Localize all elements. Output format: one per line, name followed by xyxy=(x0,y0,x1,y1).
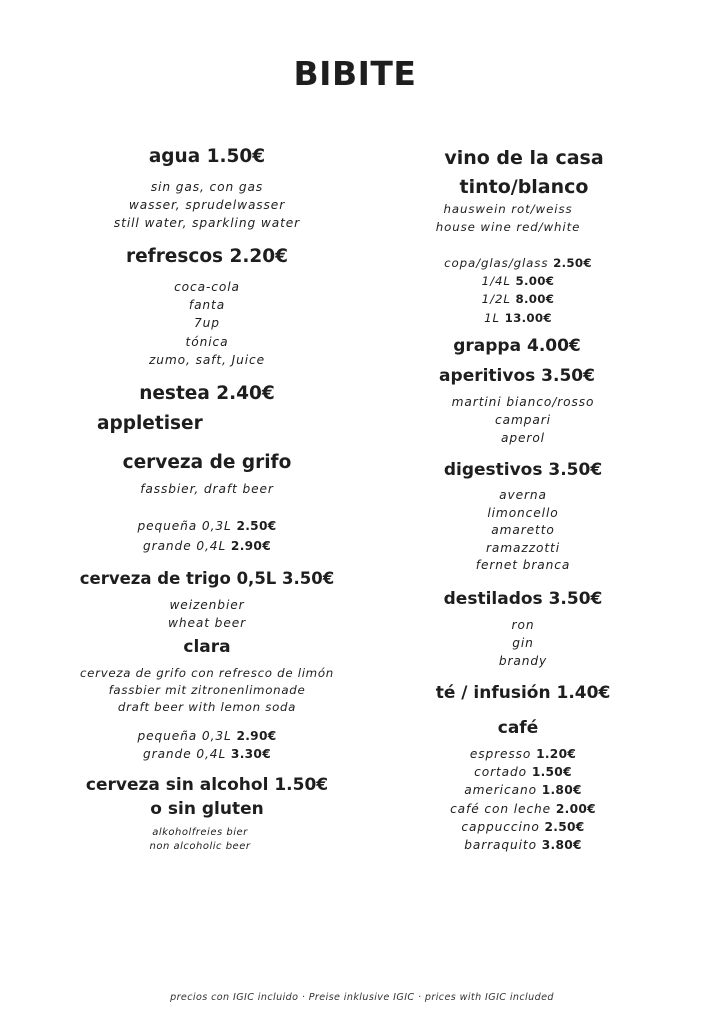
refrescos-list xyxy=(57,278,357,369)
price-row xyxy=(373,763,673,781)
digestivos-heading: digestivos 3.50€ xyxy=(443,460,603,480)
digestivos-item: fernet branca xyxy=(475,558,571,572)
price-value: 2.50€ xyxy=(553,256,592,270)
price-value: 2.90€ xyxy=(236,729,277,743)
price-label: pequeña 0,3L xyxy=(137,729,232,743)
clara-line-3: draft beer with lemon soda xyxy=(117,700,297,714)
price-label: 1/4L xyxy=(481,274,511,289)
price-row xyxy=(373,745,673,763)
price-label: grande 0,4L xyxy=(143,539,227,554)
price-label: grande 0,4L xyxy=(143,746,227,761)
sin-alcohol-description xyxy=(100,826,300,854)
price-value: 8.00€ xyxy=(515,292,555,307)
price-value: 2.50€ xyxy=(544,819,585,834)
price-row xyxy=(373,800,673,818)
destilados-item: brandy xyxy=(498,654,548,669)
refrescos-item: tónica xyxy=(185,334,229,349)
digestivos-item: ramazzotti xyxy=(485,540,560,555)
vino-prices xyxy=(373,254,663,327)
destilados-item: gin xyxy=(512,636,534,651)
digestivos-item: amaretto xyxy=(491,523,555,537)
price-label: copa/glas/glass xyxy=(444,256,549,270)
price-row xyxy=(57,746,357,764)
price-row xyxy=(57,537,357,555)
price-label: cortado xyxy=(474,765,528,780)
price-value: 3.80€ xyxy=(541,838,582,853)
clara-heading: clara xyxy=(183,637,231,657)
price-row xyxy=(373,309,663,327)
aperitivos-item: martini bianco/rosso xyxy=(451,395,595,409)
refrescos-item: fanta xyxy=(188,298,226,313)
aperitivos-heading: aperitivos 3.50€ xyxy=(439,366,595,386)
price-row xyxy=(57,728,357,746)
cerveza-grifo-description: fassbier, draft beer xyxy=(140,482,274,496)
price-label: cappuccino xyxy=(461,819,540,834)
cerveza-trigo-line-1: weizenbier xyxy=(169,598,245,612)
price-label: americano xyxy=(464,783,537,798)
price-label: 1/2L xyxy=(481,292,511,307)
agua-line-3: still water, sparkling water xyxy=(113,216,301,231)
vino-heading-1: vino de la casa xyxy=(444,147,604,169)
footer-note: precios con IGIC incluido · Preise inklusive IGIC · prices with IGIC included xyxy=(170,992,554,1003)
sin-alcohol-line-2: non alcoholic beer xyxy=(149,841,251,852)
vino-line-2: house wine red/white xyxy=(435,219,581,234)
refrescos-heading: refrescos 2.20€ xyxy=(125,246,289,267)
destilados-item: ron xyxy=(511,618,535,632)
sin-alcohol-heading-2: o sin gluten xyxy=(150,799,264,819)
price-row xyxy=(373,781,673,799)
cerveza-trigo-line-2: wheat beer xyxy=(167,616,247,631)
digestivos-item: limoncello xyxy=(487,505,559,520)
price-label: café con leche xyxy=(450,801,552,816)
price-row xyxy=(373,290,663,308)
price-value: 2.00€ xyxy=(555,801,596,816)
destilados-heading: destilados 3.50€ xyxy=(443,589,603,609)
digestivos-list xyxy=(373,487,673,575)
price-value: 1.80€ xyxy=(541,783,582,798)
clara-line-2: fassbier mit zitronenlimonade xyxy=(108,683,306,697)
price-row xyxy=(57,517,357,535)
price-value: 3.30€ xyxy=(230,746,271,761)
refrescos-item: zumo, saft, Juice xyxy=(148,352,266,367)
clara-line-1: cerveza de grifo con refresco de limón xyxy=(80,666,334,680)
clara-prices xyxy=(57,728,357,763)
sin-alcohol-line-1: alkoholfreies bier xyxy=(152,827,248,838)
clara-description xyxy=(37,665,377,716)
aperitivos-list xyxy=(373,393,673,448)
agua-line-2: wasser, sprudelwasser xyxy=(128,198,286,213)
price-value: 1.20€ xyxy=(536,747,577,761)
refrescos-item: 7up xyxy=(194,316,220,331)
destilados-list xyxy=(373,616,673,671)
agua-heading: agua 1.50€ xyxy=(148,146,266,167)
price-label: 1L xyxy=(484,310,500,325)
te-heading: té / infusión 1.40€ xyxy=(435,683,611,703)
vino-line-1: hauswein rot/weiss xyxy=(443,202,573,216)
price-value: 5.00€ xyxy=(515,274,555,289)
nestea-heading: nestea 2.40€ xyxy=(139,383,275,404)
page-title: BIBITE xyxy=(293,54,417,93)
sin-alcohol-heading-1: cerveza sin alcohol 1.50€ xyxy=(85,775,329,795)
vino-heading-2: tinto/blanco xyxy=(459,176,589,198)
refrescos-item: coca-cola xyxy=(174,280,240,294)
cerveza-grifo-heading: cerveza de grifo xyxy=(122,452,292,473)
price-label: barraquito xyxy=(464,838,537,853)
price-value: 2.90€ xyxy=(230,539,271,554)
vino-description xyxy=(363,201,653,236)
aperitivos-item: aperol xyxy=(501,431,545,446)
agua-line-1: sin gas, con gas xyxy=(150,180,264,194)
cerveza-trigo-description xyxy=(57,596,357,632)
price-label: pequeña 0,3L xyxy=(137,519,232,533)
cafe-prices xyxy=(373,745,673,854)
digestivos-item: averna xyxy=(499,488,547,502)
cerveza-trigo-heading: cerveza de trigo 0,5L 3.50€ xyxy=(79,569,335,588)
appletiser-heading: appletiser xyxy=(97,413,203,434)
price-row xyxy=(373,836,673,854)
agua-description xyxy=(57,178,357,233)
cerveza-grifo-prices xyxy=(57,517,357,555)
price-row xyxy=(373,272,663,290)
price-value: 13.00€ xyxy=(504,310,552,325)
price-value: 2.50€ xyxy=(236,519,277,533)
grappa-heading: grappa 4.00€ xyxy=(453,336,581,356)
cafe-heading: café xyxy=(497,718,539,738)
price-label: espresso xyxy=(469,747,532,761)
price-value: 1.50€ xyxy=(531,765,572,780)
price-row xyxy=(373,818,673,836)
price-row xyxy=(373,254,663,272)
aperitivos-item: campari xyxy=(495,413,551,428)
